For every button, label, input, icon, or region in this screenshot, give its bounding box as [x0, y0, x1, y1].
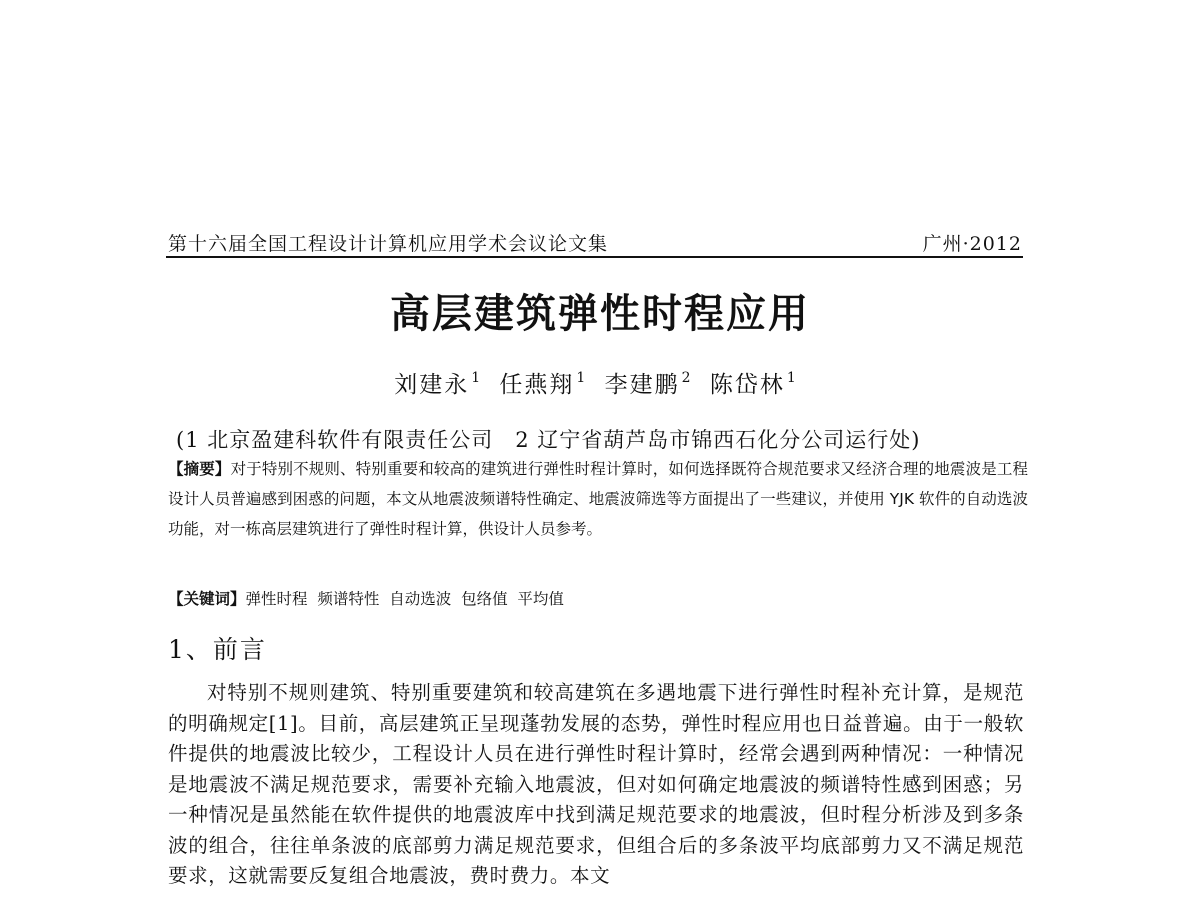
author-affiliation-mark: 1 [786, 370, 798, 386]
header-rule [166, 256, 1023, 258]
section-heading: 1、前言 [168, 635, 267, 664]
running-header [168, 228, 1022, 256]
author-affiliation-mark: 2 [681, 370, 693, 386]
affiliations: (1 北京盈建科软件有限责任公司 2 辽宁省葫芦岛市锦西石化分公司运行处) [176, 428, 921, 452]
body-paragraph: 对特别不规则建筑、特别重要建筑和较高建筑在多遇地震下进行弹性时程补充计算，是规范的明确规定[1]。目前，高层建筑正呈现蓬勃发展的态势，弹性时程应用也日益普遍。由于一般软件提供的地震波比较少，工程设计人员在进行弹性时程计算时，经常会遇到两种情况：一种情况是地震波不满足规范要求，需要补充输入地震波，但对如何确定地震波的频谱特性感到困惑；另一种情况是虽然能在软件提供的地震波库中找到满足规范要求的地震波，但时程分析涉及到多条波的组合，往往单条波的底部剪力满足规范要求，但组合后的多条波平均底部剪力又不满足规范要求，这就需要反复组合地震波，费时费力。本文 [168, 681, 1024, 887]
author-affiliation-mark: 1 [471, 370, 483, 386]
author-name: 刘建永 [394, 372, 470, 398]
author-name: 李建鹏 [604, 372, 680, 398]
place-year: 广州·2012 [922, 233, 1022, 255]
keywords-tag: 【关键词】 [168, 590, 246, 608]
keywords [168, 584, 1028, 614]
author-name: 陈岱林 [709, 372, 785, 398]
paper-title: 高层建筑弹性时程应用 [390, 291, 810, 337]
author-list [0, 366, 1200, 399]
abstract-text: 对于特别不规则、特别重要和较高的建筑进行弹性时程计算时，如何选择既符合规范要求又经济合理的地震波是工程设计人员普遍感到困惑的问题，本文从地震波频谱特性确定、地震波筛选等方面提出了一些建议，并使用 YJK 软件的自动选波功能，对一栋高层建筑进行了弹性时程计算，供设计人员参考。 [168, 460, 1028, 538]
author-name: 任燕翔 [499, 372, 575, 398]
proceedings-title: 第十六届全国工程设计计算机应用学术会议论文集 [168, 233, 609, 255]
abstract [168, 454, 1028, 544]
abstract-tag: 【摘要】 [168, 460, 231, 478]
keywords-text: 弹性时程 频谱特性 自动选波 包络值 平均值 [245, 590, 564, 608]
author-affiliation-mark: 1 [576, 370, 588, 386]
